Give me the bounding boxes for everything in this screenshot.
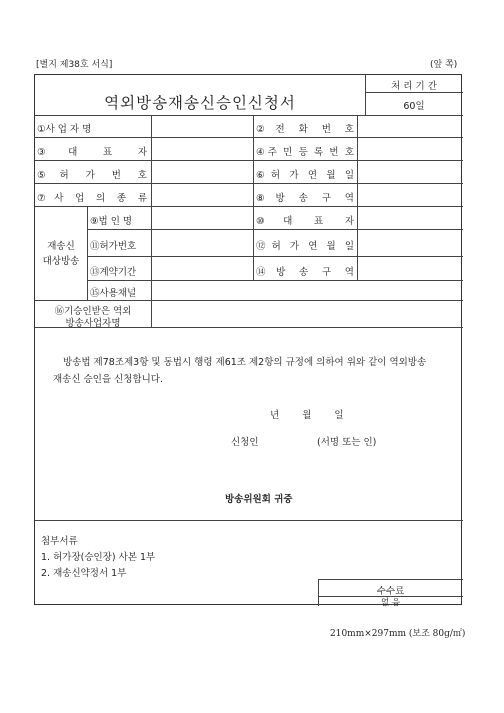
target-representative-label: ⑩대 표 자 (256, 216, 354, 227)
page-side-label: (앞 쪽) (430, 60, 458, 70)
form-title: 역외방송재송신승인신청서 (104, 94, 296, 112)
prior-approved-label-line2: 방송사업자명 (65, 318, 121, 329)
applicant-name-field[interactable] (153, 118, 251, 135)
prior-approved-field[interactable] (153, 303, 461, 325)
broadcast-area-label: ⑧방 송 구 역 (256, 193, 354, 204)
target-license-number-label: ⑪허가번호 (90, 241, 137, 252)
contract-period-field[interactable] (153, 259, 251, 278)
statement-line1: 방송법 제78조제3항 및 동법시 행령 제61조 제2항의 규정에 의하여 위와 같이 역외방송 (63, 357, 427, 368)
business-type-field[interactable] (153, 186, 251, 204)
attachments-title: 첨부서류 (41, 536, 78, 547)
applicant-name-label: ①사 업 자 명 (37, 124, 92, 135)
application-form (34, 74, 462, 608)
target-license-date-field[interactable] (359, 232, 461, 254)
applicant-signature-label: 신청인 (231, 437, 259, 448)
broadcast-area-field[interactable] (359, 186, 461, 204)
target-broadcast-label-line1: 재송신 (47, 241, 75, 252)
phone-label: ②전 화 번 호 (256, 124, 354, 135)
statement-line2: 재송신 승인을 신청합니다. (53, 374, 164, 385)
signature-hint: (서명 또는 인) (317, 437, 377, 448)
attachment-item-1: 1. 허가장(승인장) 사본 1부 (41, 552, 156, 563)
prior-approved-label-line1: ⑯기승인받은 역외 (54, 306, 132, 317)
corp-name-field[interactable] (153, 209, 251, 227)
contract-period-label: ⑬계약기간 (90, 267, 137, 278)
target-broadcast-label-line2: 대상방송 (42, 256, 80, 267)
corp-name-label: ⑨법 인 명 (90, 216, 133, 227)
resident-number-label: ④주 민 등 록 번 호 (256, 147, 354, 158)
target-license-date-label: ⑫허 가 연 월 일 (256, 241, 354, 252)
representative-field[interactable] (153, 140, 251, 158)
resident-number-field[interactable] (359, 140, 461, 158)
channel-label: ⑮사용채널 (90, 288, 137, 299)
representative-label: ③대 표 자 (37, 147, 147, 158)
attachment-item-2: 2. 재송신약정서 1부 (41, 568, 127, 579)
addressee: 방송위원회 귀중 (225, 494, 293, 505)
fee-label: 수수료 (376, 586, 405, 597)
processing-period-label: 처 리 기 간 (391, 81, 437, 92)
target-license-number-field[interactable] (153, 232, 251, 254)
processing-period-value: 60일 (403, 101, 425, 112)
fee-value: 없 음 (380, 598, 401, 608)
target-area-field[interactable] (359, 259, 461, 278)
license-number-label: ⑤허 가 번 호 (37, 170, 147, 181)
form-number: [별지 제38호 서식] (36, 60, 113, 70)
target-area-label: ⑭방 송 구 역 (256, 267, 354, 278)
license-number-field[interactable] (153, 163, 251, 181)
phone-field[interactable] (359, 118, 461, 135)
paper-size-note: 210mm×297mm (보조 80g/㎡) (330, 629, 466, 639)
license-date-field[interactable] (359, 163, 461, 181)
business-type-label: ⑦사 업 의 종 류 (37, 193, 147, 204)
channel-field[interactable] (153, 282, 461, 298)
date-line: 년 월 일 (270, 410, 344, 421)
target-representative-field[interactable] (359, 209, 461, 227)
license-date-label: ⑥허 가 연 월 일 (256, 170, 354, 181)
